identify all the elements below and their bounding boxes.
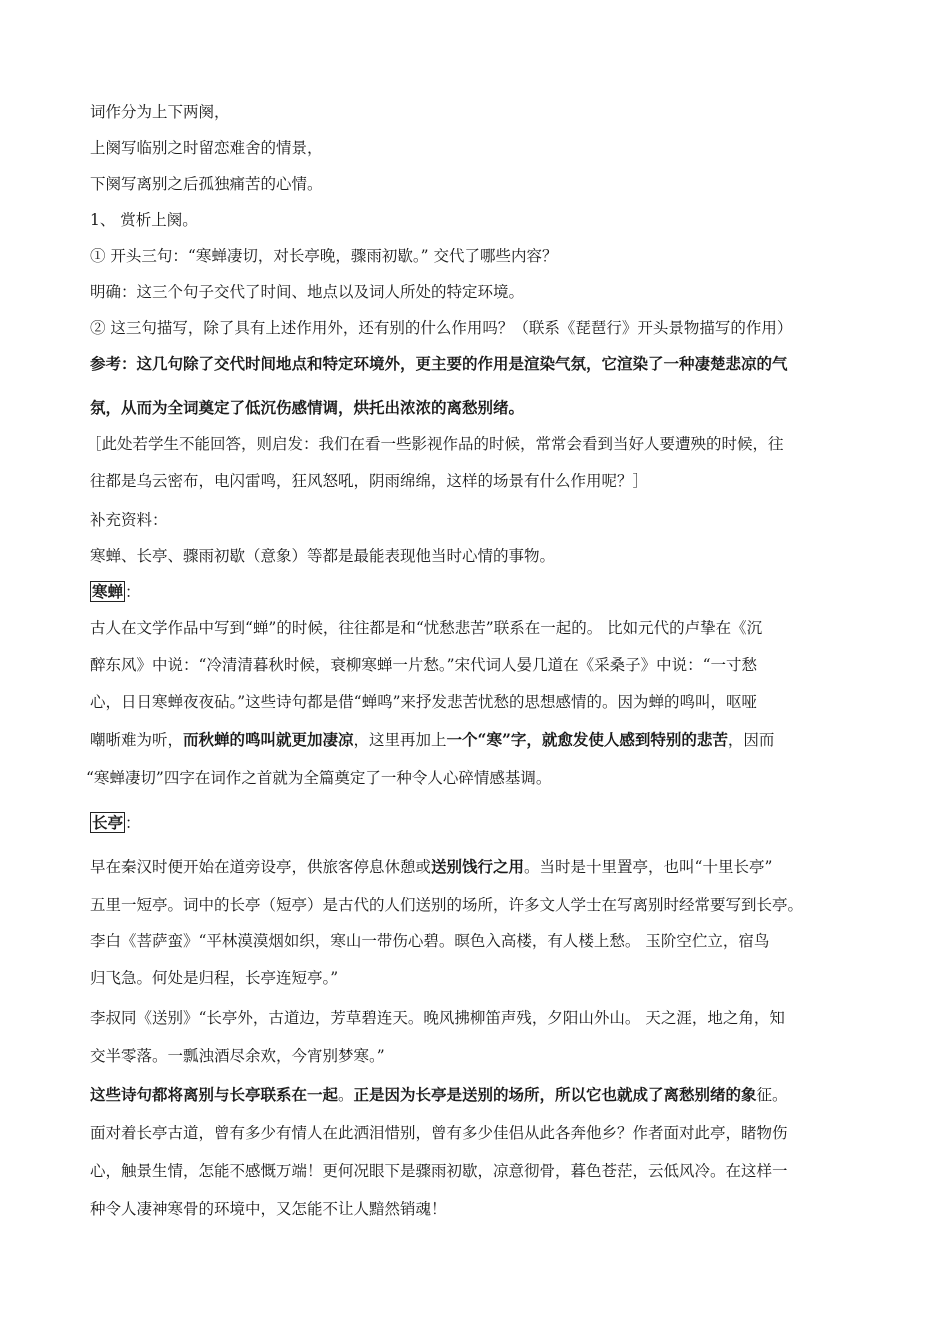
pavilion-paragraph-line: 早在秦汉时便开始在道旁设亭，供旅客停息休憩或送别饯行之用。当时是十里置亭，也叫“十里长亭” [90, 857, 773, 876]
text-line: 上阕写临别之时留恋难舍的情景， [90, 139, 323, 157]
cicada-paragraph-line: 古人在文学作品中写到“蝉”的时候，往往都是和“忧愁悲苦”联系在一起的。 比如元代的卢挚在《沉 [90, 619, 763, 637]
pavilion-heading: 长亭 [92, 813, 124, 832]
hint-line-2: 往都是乌云密布，电闪雷鸣，狂风怒吼，阴雨绵绵，这样的场景有什么作用呢？］ [90, 472, 649, 490]
reference-line-2: 氛，从而为全词奠定了低沉伤感情调，烘托出浓浓的离愁别绪。 [90, 398, 525, 417]
cicada-heading-line: 寒蝉 ： [92, 582, 141, 601]
cicada-paragraph-line: 嘲哳难为听，而秋蝉的鸣叫就更加凄凉，这里再加上一个“寒”字，就愈发使人感到特别的悲苦，因而 [90, 730, 775, 749]
reference-text: 这几句除了交代时间地点和特定环境外，更主要的作用是渲染气氛，它渲染了一种凄楚悲凉的气 [136, 354, 788, 373]
cicada-paragraph-line: 醉东风》中说：“冷清清暮秋时候，衰柳寒蝉一片愁。”宋代词人晏几道在《采桑子》中说：“一寸愁 [90, 656, 758, 674]
text-line: 下阕写离别之后孤独痛苦的心情。 [90, 175, 323, 193]
question-1: ① 开头三句：“寒蝉凄切，对长亭晚，骤雨初歇。” 交代了哪些内容？ [90, 247, 558, 265]
cicada-paragraph-line: “寒蝉凄切”四字在词作之首就为全篇奠定了一种令人心碎情感基调。 [86, 769, 552, 787]
cicada-paragraph-line: 心，日日寒蝉夜夜砧。”这些诗句都是借“蝉鸣”来抒发悲苦忧愁的思想感情的。因为蝉的鸣叫，呕哑 [90, 693, 758, 711]
reference-label: 参考： [90, 354, 137, 373]
question-2: ② 这三句描写，除了具有上述作用外，还有别的什么作用吗？（联系《琵琶行》开头景物描写的作用） [90, 319, 793, 337]
section-heading: 1、 赏析上阕。 [90, 211, 198, 229]
text-line: 词作分为上下两阕， [90, 103, 230, 121]
reference-line-1 [90, 354, 788, 374]
supplement-intro: 寒蝉、长亭、骤雨初歇（意象）等都是最能表现他当时心情的事物。 [90, 547, 556, 565]
supplement-title: 补充资料： [90, 511, 168, 529]
pavilion-paragraph-line: 李叔同《送别》“长亭外，古道边，芳草碧连天。晚风拂柳笛声残，夕阳山外山。 天之涯，地之角，知 [90, 1009, 785, 1027]
pavilion-paragraph-line: 种令人凄神寒骨的环境中，又怎能不让人黯然销魂！ [90, 1200, 447, 1218]
pavilion-paragraph-line: 心，触景生情，怎能不感慨万端！更何况眼下是骤雨初歇，凉意彻骨，暮色苍茫，云低风冷。在这样一 [90, 1162, 788, 1180]
cicada-heading: 寒蝉 [92, 582, 124, 601]
pavilion-paragraph-line: 面对着长亭古道，曾有多少有情人在此洒泪惜别，曾有多少佳侣从此各奔他乡？作者面对此亭，睹物伤 [90, 1124, 788, 1142]
pavilion-paragraph-line: 交半零落。一瓢浊酒尽余欢，今宵别梦寒。” [90, 1047, 385, 1065]
pavilion-paragraph-line: 这些诗句都将离别与长亭联系在一起。正是因为长亭是送别的场所，所以它也就成了离愁别绪的象征。 [90, 1085, 788, 1104]
pavilion-heading-line: 长亭 ： [92, 813, 141, 832]
answer-1: 明确：这三个句子交代了时间、地点以及词人所处的特定环境。 [90, 283, 525, 301]
hint-line-1: ［此处若学生不能回答，则启发：我们在看一些影视作品的时候，常常会看到当好人要遭殃的时候，往 [86, 435, 784, 453]
pavilion-paragraph-line: 归飞急。何处是归程，长亭连短亭。” [90, 969, 339, 987]
pavilion-paragraph-line: 李白《菩萨蛮》“平林漠漠烟如织，寒山一带伤心碧。暝色入高楼，有人楼上愁。 玉阶空伫立，宿鸟 [90, 932, 770, 950]
pavilion-paragraph-line: 五里一短亭。词中的长亭（短亭）是古代的人们送别的场所，许多文人学士在写离别时经常要写到长亭。 [90, 896, 804, 914]
